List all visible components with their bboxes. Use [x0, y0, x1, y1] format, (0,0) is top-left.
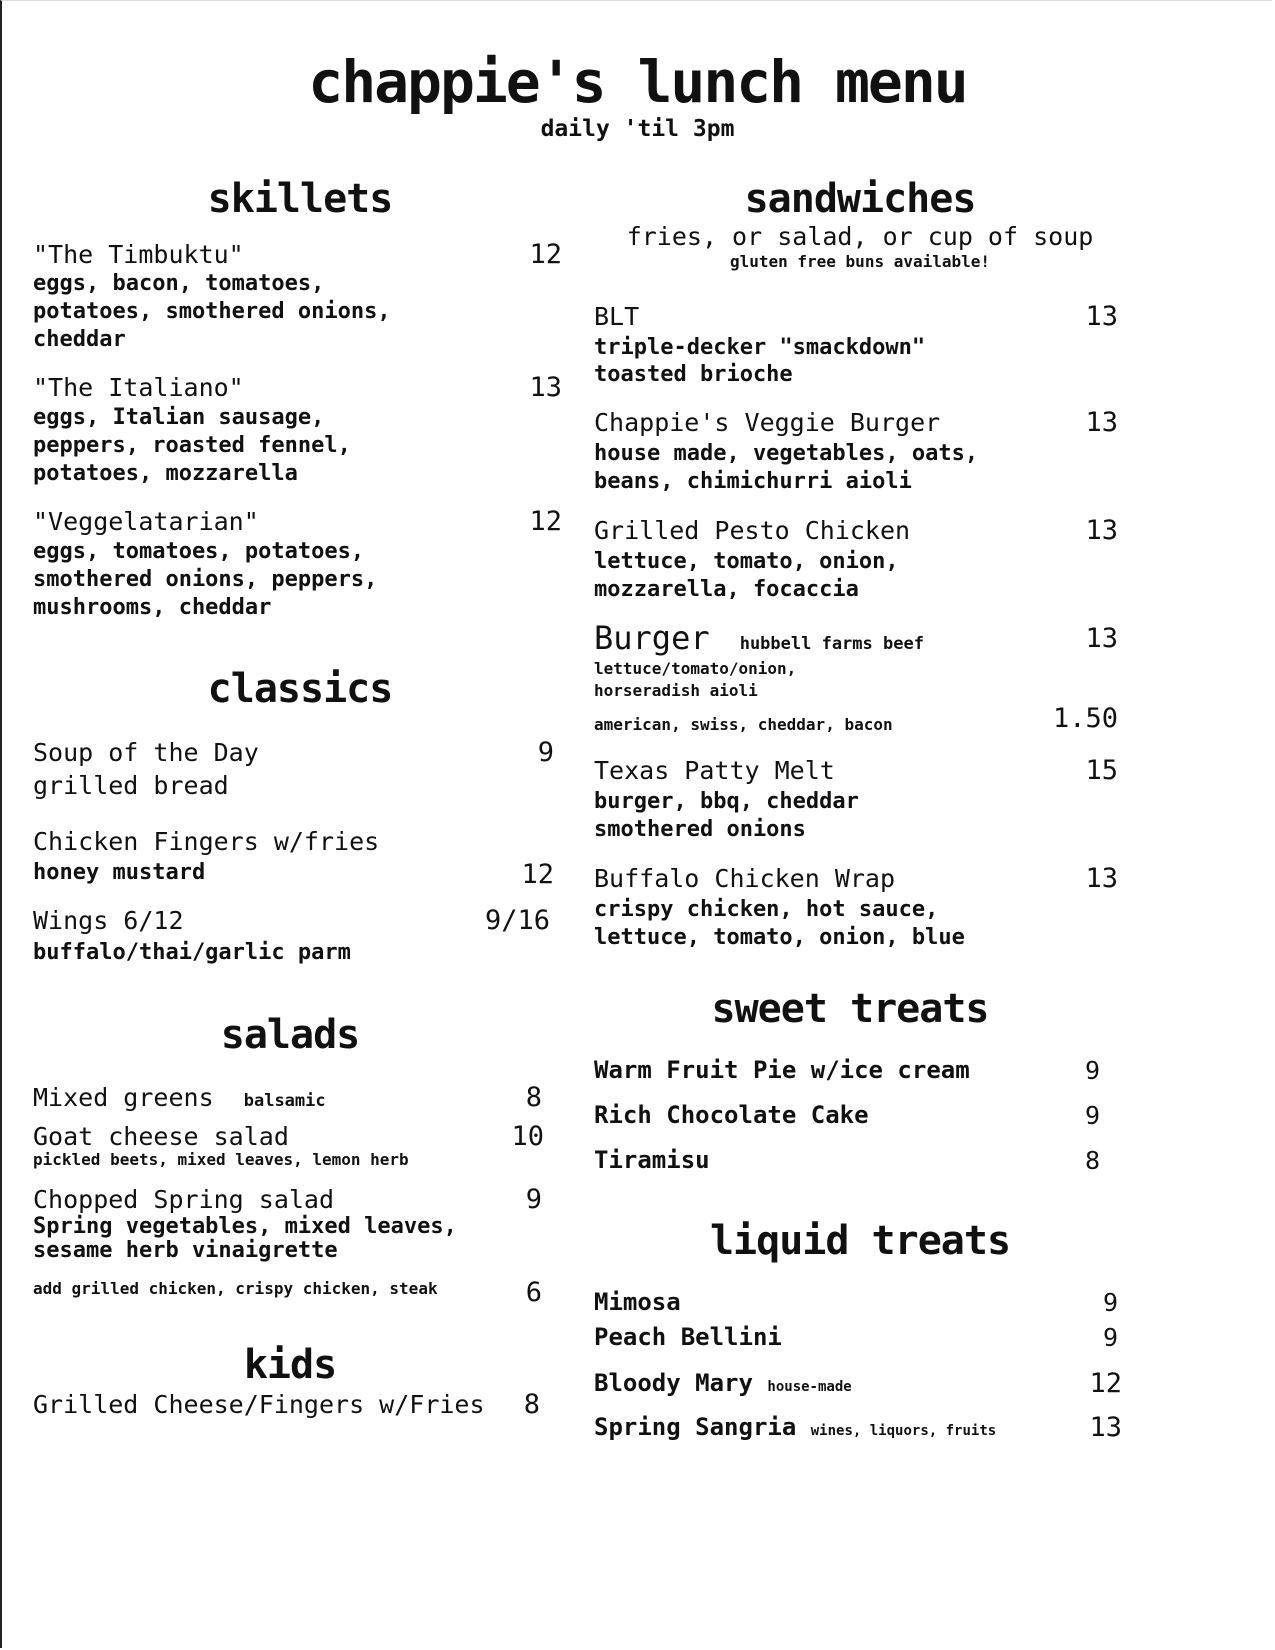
item-price: 9/16: [484, 905, 550, 936]
item-name: Goat cheese salad: [33, 1122, 289, 1151]
heading-liquid-treats: liquid treats: [709, 1218, 1011, 1264]
item-name: Bloody Mary house-made: [594, 1369, 852, 1397]
item-name: Texas Patty Melt: [594, 756, 835, 785]
item-price: 10: [511, 1121, 544, 1152]
item-desc: cheddar: [33, 327, 126, 352]
item-name: Grilled Cheese/Fingers w/Fries: [33, 1390, 485, 1419]
item-price: 13: [1085, 515, 1118, 546]
item-note: hubbell farms beef: [739, 634, 924, 654]
item-name: Peach Bellini: [594, 1323, 782, 1351]
heading-salads: salads: [220, 1012, 360, 1058]
item-price: 13: [1089, 1412, 1122, 1443]
item-price: 8: [1084, 1146, 1100, 1175]
sandwiches-note: gluten free buns available!: [729, 252, 991, 271]
item-desc: burger, bbq, cheddar: [594, 789, 859, 814]
item-desc: house made, vegetables, oats,: [594, 441, 979, 466]
item-name: Chicken Fingers w/fries: [33, 827, 380, 856]
item-name: Wings 6/12: [33, 906, 184, 935]
item-name: Soup of the Day: [33, 738, 259, 767]
item-name: Grilled Pesto Chicken: [594, 516, 911, 545]
item-name: "The Italiano": [33, 373, 244, 402]
item-desc: toasted brioche: [594, 362, 793, 387]
item-name: Rich Chocolate Cake: [594, 1101, 869, 1129]
item-desc: honey mustard: [33, 860, 206, 885]
item-desc: Spring vegetables, mixed leaves,: [33, 1214, 457, 1239]
item-price: 9: [525, 1184, 542, 1215]
item-price: 12: [1089, 1368, 1122, 1399]
item-note: balsamic: [243, 1091, 326, 1111]
item-name: Warm Fruit Pie w/ice cream: [594, 1056, 970, 1084]
item-desc: lettuce, tomato, onion, blue: [594, 925, 965, 950]
item-price: 13: [1085, 623, 1118, 654]
item-desc: crispy chicken, hot sauce,: [594, 897, 939, 922]
burger-addon: american, swiss, cheddar, bacon: [594, 715, 893, 734]
item-name: Spring Sangria wines, liquors, fruits: [594, 1413, 997, 1441]
item-price: 12: [529, 239, 562, 270]
item-price: 13: [1085, 301, 1118, 332]
heading-sweet-treats: sweet treats: [711, 986, 989, 1032]
item-desc: horseradish aioli: [594, 681, 758, 700]
item-desc: beans, chimichurri aioli: [594, 469, 912, 494]
item-price: 9: [1084, 1101, 1100, 1130]
item-name: BLT: [594, 302, 640, 331]
item-name: "Veggelatarian": [33, 507, 259, 536]
item-price: 12: [529, 506, 562, 537]
item-price: 12: [521, 859, 554, 890]
item-price: 13: [1085, 863, 1118, 894]
item-desc: buffalo/thai/garlic parm: [33, 940, 351, 965]
addon-price: 6: [525, 1277, 542, 1308]
item-name: Tiramisu: [594, 1146, 710, 1174]
item-desc: mozzarella, focaccia: [594, 577, 859, 602]
salad-addon: add grilled chicken, crispy chicken, steak: [33, 1279, 438, 1298]
item-price: 9: [1102, 1288, 1118, 1317]
item-name: Mixed greens balsamic: [33, 1083, 326, 1112]
item-name: Buffalo Chicken Wrap: [594, 864, 896, 893]
item-name: Mimosa: [594, 1288, 681, 1316]
heading-sandwiches: sandwiches: [744, 176, 976, 222]
item-price: 15: [1085, 755, 1118, 786]
item-desc: pickled beets, mixed leaves, lemon herb: [33, 1150, 409, 1169]
item-desc: smothered onions: [594, 817, 806, 842]
item-desc: smothered onions, peppers,: [33, 567, 378, 592]
item-desc: peppers, roasted fennel,: [33, 433, 351, 458]
item-name: Chappie's Veggie Burger: [594, 408, 941, 437]
item-desc: lettuce, tomato, onion,: [594, 549, 899, 574]
item-price: 8: [525, 1082, 542, 1113]
item-desc: eggs, tomatoes, potatoes,: [33, 539, 365, 564]
item-price: 13: [1085, 407, 1118, 438]
heading-skillets: skillets: [207, 176, 393, 222]
item-note: house-made: [767, 1379, 852, 1395]
sandwiches-sub: fries, or salad, or cup of soup: [626, 222, 1094, 251]
item-price: 9: [537, 737, 554, 768]
item-desc: eggs, Italian sausage,: [33, 405, 325, 430]
item-desc: lettuce/tomato/onion,: [594, 659, 797, 678]
item-desc: mushrooms, cheddar: [33, 595, 272, 620]
item-name: "The Timbuktu": [33, 240, 244, 269]
menu-subtitle: daily 'til 3pm: [540, 116, 735, 142]
item-price: 9: [1102, 1323, 1118, 1352]
item-name: Burger hubbell farms beef: [594, 619, 924, 657]
item-desc: sesame herb vinaigrette: [33, 1238, 338, 1263]
item-price: 9: [1084, 1056, 1100, 1085]
addon-price: 1.50: [1052, 703, 1118, 734]
item-note: wines, liquors, fruits: [810, 1423, 997, 1439]
item-price: 13: [529, 372, 562, 403]
heading-kids: kids: [243, 1342, 337, 1388]
menu-title: chappie's lunch menu: [308, 48, 967, 116]
item-desc: potatoes, mozzarella: [33, 461, 298, 486]
heading-classics: classics: [207, 666, 393, 712]
item-desc: triple-decker "smackdown": [594, 335, 926, 360]
item-desc: potatoes, smothered onions,: [33, 299, 391, 324]
item-desc: eggs, bacon, tomatoes,: [33, 271, 325, 296]
item-name: Chopped Spring salad: [33, 1185, 335, 1214]
item-desc: grilled bread: [33, 771, 229, 800]
item-price: 8: [523, 1389, 540, 1420]
